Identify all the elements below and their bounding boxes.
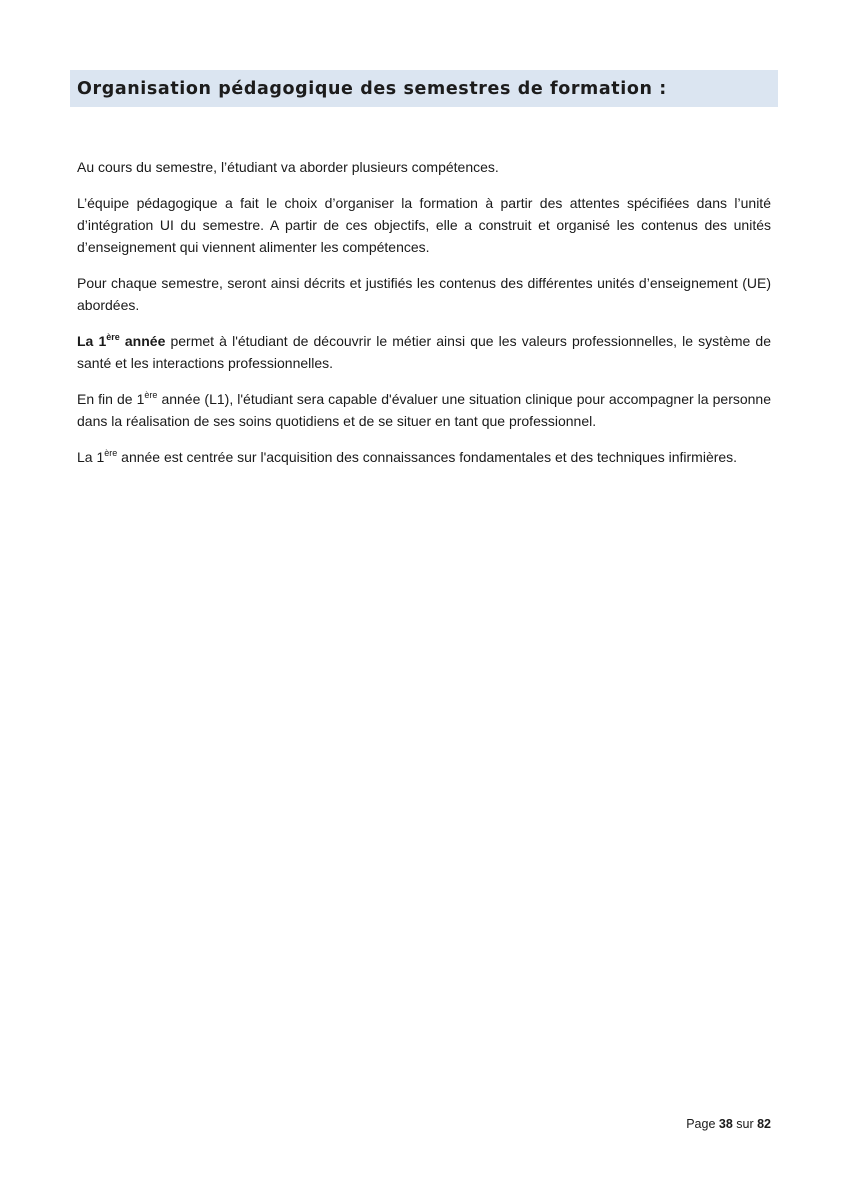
paragraph-semester-contents: Pour chaque semestre, seront ainsi décrits et justifiés les contenus des différentes unités d’enseignement (UE) abordées. — [77, 275, 771, 313]
section-heading-band — [70, 70, 778, 107]
paragraph-end-of-first-year: En fin de 1ère année (L1), l'étudiant sera capable d'évaluer une situation clinique pour accompagner la personne dans la réalisation de ses soins quotidiens et de se situer en tant que professionnel. — [77, 390, 771, 429]
paragraph-team-choice: L’équipe pédagogique a fait le choix d’organiser la formation à partir des attentes spécifiées dans l’unité d’intégration UI du semestre. A partir de ces objectifs, elle a construit et organisé les contenus des unités d’enseignement qui viennent alimenter les compétences. — [77, 195, 771, 255]
paragraph-intro: Au cours du semestre, l’étudiant va aborder plusieurs compétences. — [77, 159, 499, 175]
page-number: Page 38 sur 82 — [686, 1117, 771, 1131]
first-year-bold-label: La 1ère année — [77, 332, 166, 349]
paragraph-first-year-overview: La 1ère année permet à l'étudiant de découvrir le métier ainsi que les valeurs professionnelles, le système de santé et les interactions professionnelles. — [77, 332, 771, 371]
document-body — [77, 156, 771, 482]
paragraph-first-year-focus: La 1ère année est centrée sur l'acquisition des connaissances fondamentales et des techniques infirmières. — [77, 448, 738, 465]
section-title: Organisation pédagogique des semestres de formation : — [77, 78, 667, 99]
